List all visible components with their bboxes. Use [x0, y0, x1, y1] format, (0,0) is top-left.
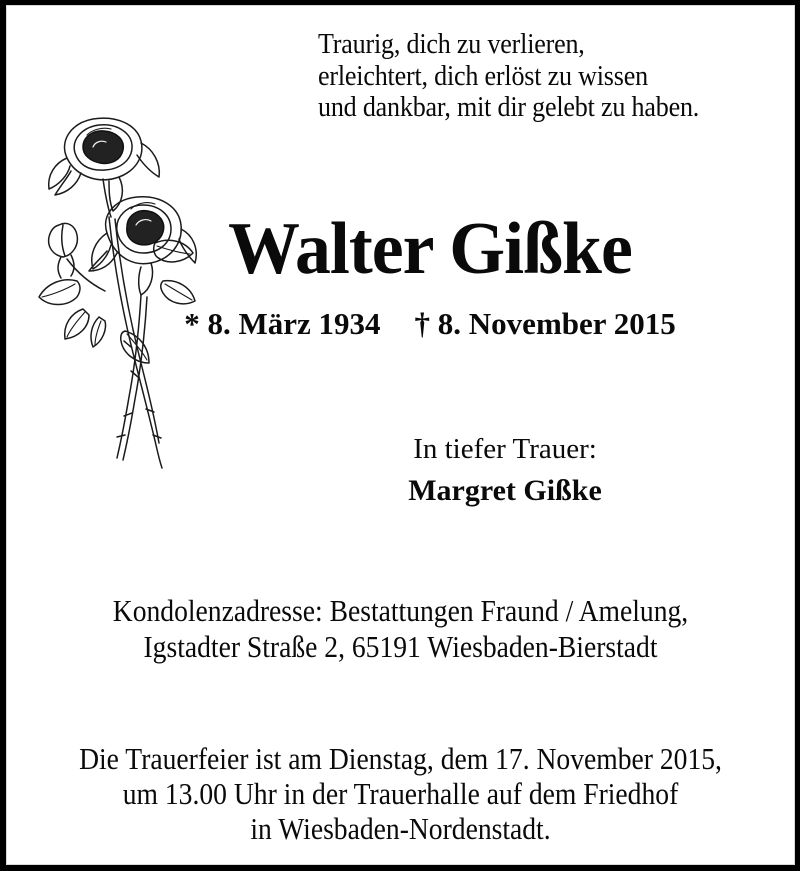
condolence-line: Kondolenzadresse: Bestattungen Fraund / Amelung, — [112, 593, 689, 628]
life-dates — [115, 306, 745, 342]
condolence-line: Igstadter Straße 2, 65191 Wiesbaden-Bierstadt — [143, 629, 658, 664]
birth-date: * 8. März 1934 — [184, 306, 381, 341]
funeral-line: in Wiesbaden-Nordenstadt. — [250, 811, 551, 846]
verse-line: erleichtert, dich erlöst zu wissen — [318, 60, 648, 92]
verse — [318, 29, 699, 124]
mourner-name: Margret Gißke — [408, 474, 602, 507]
obituary-sheet — [6, 5, 795, 865]
roses-illustration — [36, 113, 208, 473]
verse-line: Traurig, dich zu verlieren, — [318, 29, 585, 60]
death-date: † 8. November 2015 — [414, 306, 676, 341]
verse-line: und dankbar, mit dir gelebt zu haben. — [318, 92, 700, 123]
funeral-info — [49, 741, 751, 846]
deceased-name: Walter Gißke — [228, 208, 632, 290]
funeral-line: Die Trauerfeier ist am Dienstag, dem 17. November 2015, — [79, 741, 722, 776]
condolence-address — [49, 593, 751, 665]
mourning-intro: In tiefer Trauer: — [413, 433, 597, 465]
funeral-line: um 13.00 Uhr in der Trauerhalle auf dem Friedhof — [122, 776, 679, 811]
